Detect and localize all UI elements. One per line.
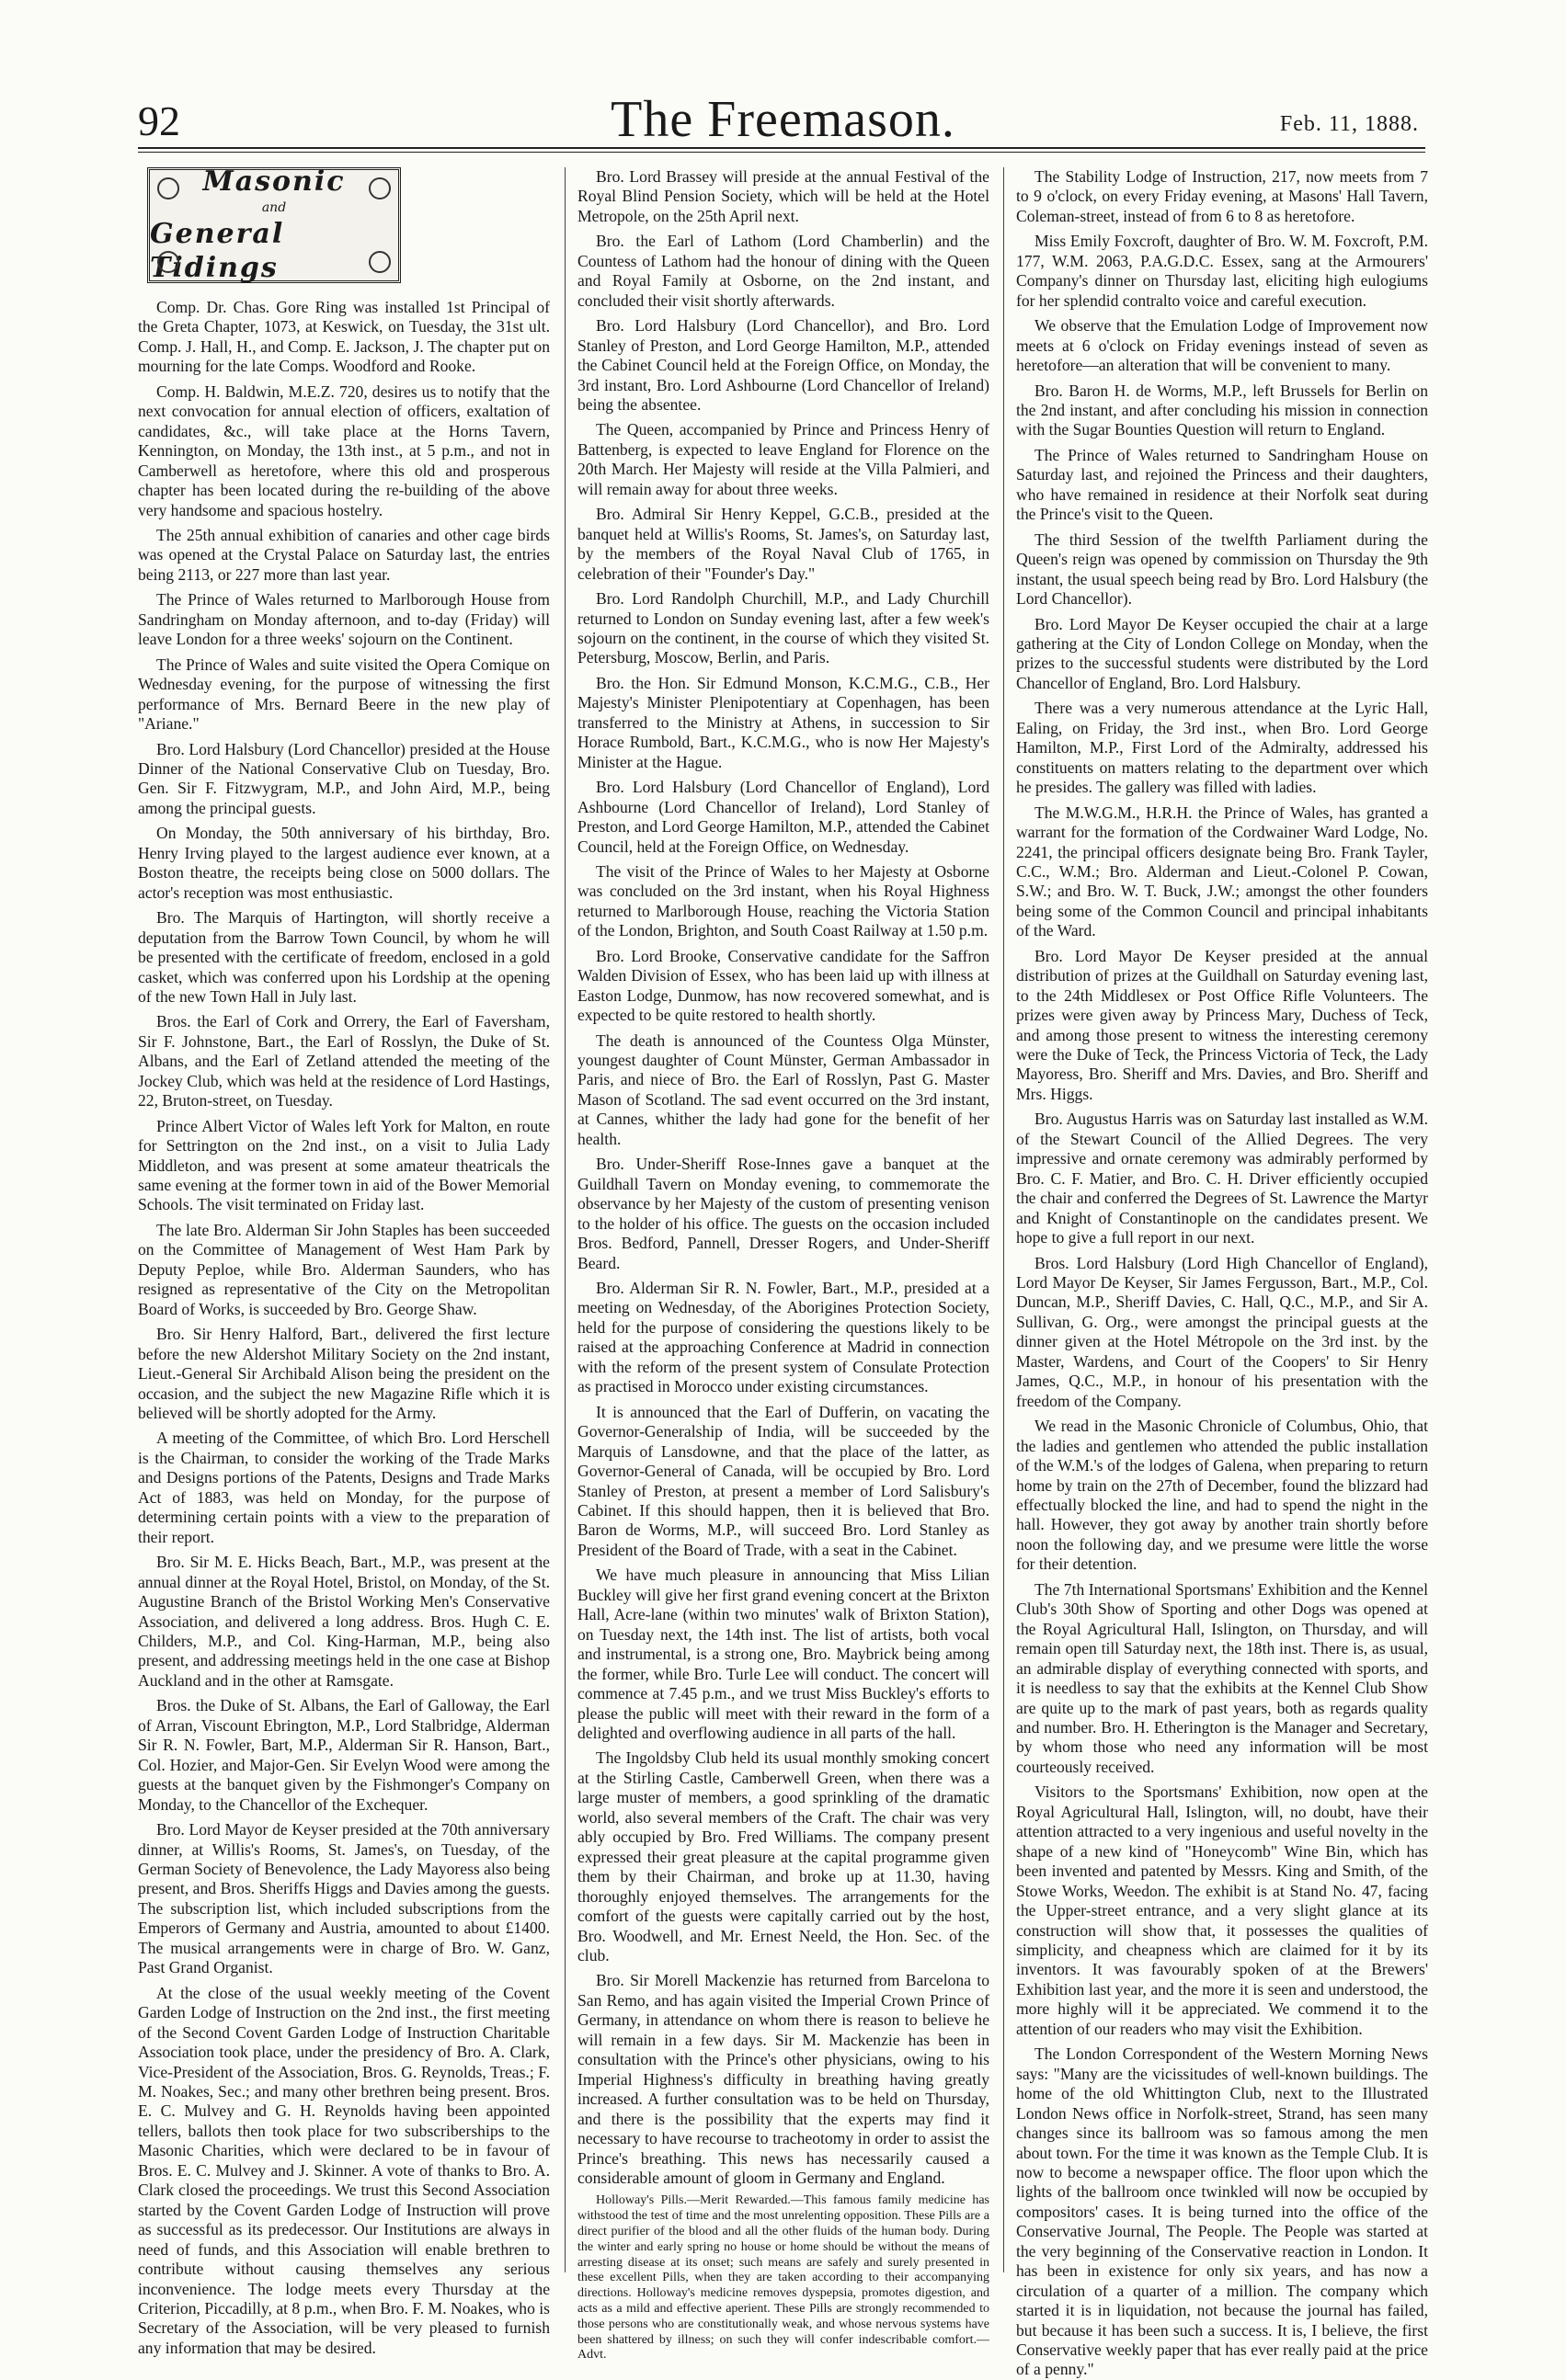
news-paragraph: Bro. Sir Morell Mackenzie has returned from Barcelona to San Remo, and has again visited the Imperial Crown Prince of Germany, in attendance on whom there is reason to believe he will remain in a few days. Sir M. Mackenzie has been in consultation with the Prince's other physicians, owing to his Imperial Highness's difficulty in breathing having greatly increased. A further consultation was to be held on Thursday, and there is the possibility that the experts may find it necessary to have recourse to tracheotomy in order to assist the Prince's breathing. This news has necessarily caused a considerable amount of gloom in Germany and England. [577,1971,989,2187]
column-divider [565,167,566,2272]
news-paragraph: Bros. the Duke of St. Albans, the Earl of Galloway, the Earl of Arran, Viscount Ebrington, M.P., Lord Stalbridge, Alderman Sir R. N. Fowler, Bart, M.P., Alderman Sir R. Hanson, Bart., Col. Hozier, and Major-Gen. Sir Evelyn Wood were among the guests at the banquet given by the Fishmonger's Company on Monday, to the Chancellor of the Exchequer. [138,1696,550,1814]
ornament-icon [369,251,391,273]
news-paragraph: Bro. Under-Sheriff Rose-Innes gave a banquet at the Guildhall Tavern on Monday evening, to commemorate the observance by her Majesty of the custom of presenting venison to the holder of his office. The guests on the occasion included Bros. Bedford, Pannell, Dresser Rogers, and Under-Sheriff Beard. [577,1155,989,1272]
masthead-title: The Freemason. [611,91,955,148]
news-paragraph: On Monday, the 50th anniversary of his birthday, Bro. Henry Irving played to the largest audience ever known, at a Boston theatre, the receipts being close on 5000 dollars. The actor's reception was most enthusiastic. [138,824,550,902]
news-paragraph: Bro. the Hon. Sir Edmund Monson, K.C.M.G., C.B., Her Majesty's Minister Plenipotentiary at Copenhagen, has been transferred to the Ministry at Athens, in succession to Sir Horace Rumbold, Bart., K.C.M.G., who is now Her Majesty's Minister at the Hague. [577,673,989,771]
news-paragraph: Bro. Baron H. de Worms, M.P., left Brussels for Berlin on the 2nd instant, and after concluding his mission in connection with the Sugar Bounties Question will return to England. [1016,381,1428,439]
news-paragraph: Bros. the Earl of Cork and Orrery, the Earl of Faversham, Sir F. Johnstone, Bart., the Earl of Rosslyn, the Duke of St. Albans, and the Earl of Zetland attended the meeting of the Jockey Club, which was held at the residence of Lord Hastings, 22, Bruton-street, on Tuesday. [138,1012,550,1110]
news-paragraph: Bro. Sir M. E. Hicks Beach, Bart., M.P., was present at the annual dinner at the Royal Hotel, Bristol, on Monday, of the St. Augustine Branch of the Bristol Working Men's Conservative Association, and delivered a long address. Bros. Hugh C. E. Childers, M.P., and Col. King-Harman, M.P., being also present, and addressing meetings held in the one case at Bishop Auckland and in the other at Ramsgate. [138,1553,550,1690]
news-paragraph: At the close of the usual weekly meeting of the Covent Garden Lodge of Instruction on the 2nd inst., the first meeting of the Second Covent Garden Lodge of Instruction Charitable Association took place, under the presidency of Bro. A. Clark, Vice-President of the Association, Bros. G. Reynolds, Treas.; F. M. Noakes, Sec.; and many other brethren being present. Bros. E. C. Mulvey and G. H. Reynolds having been appointed tellers, ballots then took place for two subscriberships to the Masonic Charities, which were declared to be in favour of Bros. E. C. Mulvey and J. Skinner. A vote of thanks to Bro. A. Clark closed the proceedings. We trust this Second Association started by the Covent Garden Lodge of Instruction will prove as successful as its predecessor. Our Institutions are always in need of funds, and this Association will enable brethren to contribute without causing themselves any serious inconvenience. The lodge meets every Thursday at the Criterion, Piccadilly, at 8 p.m., when Bro. F. M. Noakes, who is Secretary of the Association, will be very pleased to furnish any information that may be desired. [138,1983,550,2357]
news-paragraph: The death is announced of the Countess Olga Münster, youngest daughter of Count Münster, German Ambassador in Paris, and niece of Bro. the Earl of Rosslyn, Past G. Master Mason of Scotland. The sad event occurred on the 3rd instant, at Cannes, whither the lady had gone for the benefit of her health. [577,1031,989,1148]
news-paragraph: Visitors to the Sportsmans' Exhibition, now open at the Royal Agricultural Hall, Islington, will, no doubt, have their attention attracted to a very ingenious and useful novelty in the shape of a new kind of "Honeycomb" Wine Bin, which has been invented and patented by Messrs. King and Smith, of the Stowe Works, Weedon. The exhibit is at Stand No. 47, facing the Upper-street entrance, and a very slight glance at its construction will show that, it possesses the qualities of simplicity, and cheapness which are claimed for it by its inventors. It was favourably spoken of at the Brewers' Exhibition last year, and the more it is seen and understood, the more highly will it be appreciated. We commend it to the attention of our readers who may visit the Exhibition. [1016,1782,1428,2038]
ornament-icon [369,177,391,199]
column-1 [138,165,551,2357]
news-paragraph: Bro. Alderman Sir R. N. Fowler, Bart., M.P., presided at a meeting on Wednesday, of the Aborigines Protection Society, held for the purpose of considering the questions likely to be raised at the approaching Conference at Madrid in connection with the reform of the present system of Consulate Protection as practised in Morocco under existing circumstances. [577,1279,989,1396]
issue-date: Feb. 11, 1888. [1279,112,1419,136]
column-3-articles [1016,167,1428,2380]
news-paragraph: Miss Emily Foxcroft, daughter of Bro. W. M. Foxcroft, P.M. 177, W.M. 2063, P.A.G.D.C. Essex, sang at the Armourers' Company's dinner on Thursday last, eliciting high eulogiums for her splendid contralto voice and careful execution. [1016,232,1428,310]
news-paragraph: Bro. Admiral Sir Henry Keppel, G.C.B., presided at the banquet held at Willis's Rooms, St. James's, on Saturday last, by the members of the Royal Naval Club of 1765, in celebration of their "Founder's Day." [577,505,989,583]
news-paragraph: Bro. Sir Henry Halford, Bart., delivered the first lecture before the new Aldershot Military Society on the 2nd instant, Lieut.-General Sir Archibald Alison being the president on the occasion, and the subject the new Magazine Rifle which it is believed will be shortly adopted for the Army. [138,1325,550,1423]
news-paragraph: The London Correspondent of the Western Morning News says: "Many are the vicissitudes of well-known buildings. The home of the old Whittington Club, next to the Illustrated London News office in Norfolk-street, Strand, has seen many changes since its ballroom was so famous among the men about town. For the time it was known as the Temple Club. It is now to become a newspaper office. The floor upon which the lights of the ballroom once twinkled will now be occupied by compositors' cases. It is being turned into the office of the Conservative Journal, The People. The People was started at the very beginning of the Conservative reaction in London. It has been in existence for only six years, and has now a circulation of a quarter of a million. The company which started it is in liquidation, not because the journal has failed, but because it has been such a success. It is, I believe, the first Conservative weekly paper that has ever really paid at the price of a penny." [1016,2044,1428,2379]
header-rule-thin [138,152,1425,153]
news-paragraph: The 7th International Sportsmans' Exhibition and the Kennel Club's 30th Show of Sporting and other Dogs was opened at the Royal Agricultural Hall, Islington, on Thursday, and will remain open till Saturday next, the 18th inst. There is, as usual, an admirable display of everything connected with sports, and it is needless to say that the exhibits at the Kennel Club Show are quite up to the mark of past years, both as regards quality and number. Bro. H. Etherington is the Manager and Secretary, by whom those who need any information will be most courteously received. [1016,1579,1428,1776]
news-paragraph: The third Session of the twelfth Parliament during the Queen's reign was opened by commission on Thursday the 9th instant, the usual speech being read by Bro. Lord Halsbury (the Lord Chancellor). [1016,530,1428,609]
news-paragraph: Prince Albert Victor of Wales left York for Malton, en route for Settrington on the 2nd inst., on a visit to Julia Lady Middleton, and was present at some amateur theatricals the same evening at the former town in aid of the Bower Memorial Schools. The visit terminated on Friday last. [138,1116,550,1214]
news-paragraph: A meeting of the Committee, of which Bro. Lord Herschell is the Chairman, to consider the working of the Trade Marks and Designs portions of the Patents, Designs and Trade Marks Act of 1883, was held on Monday, for the purpose of determining certain points with a view to the preparation of their report. [138,1429,550,1546]
page-number: 92 [138,97,180,144]
section-heading-ornament [147,167,401,283]
news-paragraph: We have much pleasure in announcing that Miss Lilian Buckley will give her first grand evening concert at the Brixton Hall, Acre-lane (within two minutes' walk of Brixton Station), on Tuesday next, the 14th inst. The list of artists, both vocal and instrumental, is a strong one, Bro. Maybrick being among the former, while Bro. Turle Lee will conduct. The concert will commence at 7.45 p.m., and we trust Miss Buckley's efforts to please the public will meet with their reward in the form of a delighted and overflowing audience in all parts of the hall. [577,1566,989,1742]
ornament-icon [157,251,179,273]
header-rule [138,147,1425,149]
news-paragraph: The Stability Lodge of Instruction, 217, now meets from 7 to 9 o'clock, on every Friday evening, at Masons' Hall Tavern, Coleman-street, instead of from 6 to 8 as heretofore. [1016,167,1428,225]
news-paragraph: Bro. Lord Halsbury (Lord Chancellor of England), Lord Ashbourne (Lord Chancellor of Ireland), Lord Stanley of Preston, and Lord George Hamilton, M.P., attended the Cabinet Council, held at the Foreign Office, on Wednesday. [577,778,989,856]
column-divider [1003,167,1004,2272]
news-paragraph: Bro. Lord Brassey will preside at the annual Festival of the Royal Blind Pension Society, which will be held at the Hotel Metropole, on the 25th April next. [577,167,989,225]
news-paragraph: The Queen, accompanied by Prince and Princess Henry of Battenberg, is expected to leave England for Florence on the 20th March. Her Majesty will reside at the Villa Palmieri, and will remain away for about three weeks. [577,420,989,498]
news-paragraph: Bro. Lord Halsbury (Lord Chancellor), and Bro. Lord Stanley of Preston, and Lord George Hamilton, M.P., attended the Cabinet Council held at the Foreign Office, on Monday, the 3rd instant, Bro. Lord Ashbourne (Lord Chancellor of Ireland) being the absentee. [577,316,989,414]
news-paragraph: Comp. H. Baldwin, M.E.Z. 720, desires us to notify that the next convocation for annual election of officers, exaltation of candidates, &c., will take place at the Horns Tavern, Kennington, on Monday, the 13th inst., at 5 p.m., and not in Camberwell as heretofore, where this old and prosperous chapter has been located during the re-building of the above very handsome and spacious hostelry. [138,381,550,519]
column-3 [1016,167,1428,2379]
heading-line-masonic: Masonic [202,165,346,198]
news-paragraph: Bro. Lord Brooke, Conservative candidate for the Saffron Walden Division of Essex, who has been laid up with illness at Easton Lodge, Dunmow, has now recovered somewhat, and is expected to be quite restored to health shortly. [577,946,989,1025]
news-paragraph: Bro. Lord Mayor de Keyser presided at the 70th anniversary dinner, at Willis's Rooms, St. James's, on Tuesday, of the German Society of Benevolence, the Lady Mayoress also being present, and Bros. Sheriffs Higgs and Davies among the guests. The subscription list, which included subscriptions from the Emperors of Germany and Austria, amounted to about £1400. The musical arrangements were in charge of Bro. W. Ganz, Past Grand Organist. [138,1820,551,1977]
news-paragraph: Bro. Lord Randolph Churchill, M.P., and Lady Churchill returned to London on Sunday evening last, after a few week's sojourn on the continent, in the course of which they visited St. Petersburg, Moscow, Berlin, and Paris. [577,589,989,667]
news-paragraph: Bro. The Marquis of Hartington, will shortly receive a deputation from the Barrow Town Council, by whom he will be presented with the certificate of freedom, enclosed in a gold casket, which was conferred upon his Lordship at the opening of the new Town Hall in July last. [138,908,550,1006]
news-paragraph: Bro. Augustus Harris was on Saturday last installed as W.M. of the Stewart Council of the Allied Degrees. The very impressive and ornate ceremony was admirably performed by Bro. C. F. Matier, and Bro. C. H. Driver efficiently occupied the chair and conferred the Degrees of St. Lawrence the Martyr and Knight of Constantinople on the candidates present. We hope to give a full report in our next. [1016,1110,1428,1247]
news-paragraph: Bro. Lord Mayor De Keyser presided at the annual distribution of prizes at the Guildhall on Saturday evening last, to the 24th Middlesex or Post Office Rifle Volunteers. The prizes were given away by Princess Mary, Duchess of Teck, and among those present to witness the interesting ceremony were the Duke of Teck, the Princess Victoria of Teck, the Lady Mayoress, Bro. Sheriff and Mrs. Davies, and Bro. Sheriff and Mrs. Higgs. [1016,946,1428,1103]
news-paragraph: The late Bro. Alderman Sir John Staples has been succeeded on the Committee of Management of West Ham Park by Deputy Peploe, while Bro. Alderman Saunders, who has resigned as representative of the City on the Metropolitan Board of Works, is succeeded by Bro. George Shaw. [138,1220,550,1318]
ornament-icon [157,177,179,199]
news-paragraph: Bro. the Earl of Lathom (Lord Chamberlin) and the Countess of Lathom had the honour of dining with the Queen and Royal Family at Osborne, on the 2nd instant, and concluded their visit shortly afterwards. [577,232,989,310]
news-paragraph: The 25th annual exhibition of canaries and other cage birds was opened at the Crystal Palace on Saturday last, the entries being 2113, or 227 more than last year. [138,525,550,584]
heading-line-and: and [261,200,287,216]
news-paragraph: We read in the Masonic Chronicle of Columbus, Ohio, that the ladies and gentlemen who attended the public installation of the W.M.'s of the lodges of Galena, when preparing to return home by train on the 27th of December, found the blizzard had effectually blocked the line, and had to spend the night in the hall. However, they got away by another train shortly before noon the following day, and we presume were little the worse for their detention. [1016,1417,1428,1574]
column-1-articles [138,298,550,2358]
advertisement-holloways: Holloway's Pills.—Merit Rewarded.—This famous family medicine has withstood the test of time and the most unrelenting opposition. These Pills are a direct purifier of the blood and all the other fluids of the human body. During the winter and early spring no house or home should be without the means of arresting disease at its onset; such means are safely and surely presented in these excellent Pills, when they are taken according to their accompanying directions. Holloway's medicine removes dyspepsia, promotes digestion, and acts as a mild and effective aperient. These Pills are strongly recommended to those persons who are constitutionally weak, and whose nervous systems have been shattered by illness; on such they will confer indescribable comfort.—Advt. [577,2193,989,2363]
news-paragraph: Bros. Lord Halsbury (Lord High Chancellor of England), Lord Mayor De Keyser, Sir James Fergusson, Bart., M.P., Col. Duncan, M.P., Sheriff Davies, C. Hall, Q.C., M.P., and Sir A. Sullivan, G. Org., were amongst the principal guests at the dinner given at the Hotel Métropole on the 3rd inst. by the Master, Wardens, and Court of the Coopers' to Sir Henry James, Q.C., M.P., in honour of his presentation with the freedom of the Company. [1016,1253,1428,1410]
news-paragraph: We observe that the Emulation Lodge of Improvement now meets at 6 o'clock on Friday evenings instead of seven as heretofore—an alteration that will be convenient to many. [1016,316,1428,375]
news-paragraph: The Prince of Wales and suite visited the Opera Comique on Wednesday evening, for the purpose of witnessing the first performance of Mrs. Bernard Beere in the new play of "Ariane." [138,655,550,734]
heading-line-general-tidings: General Tidings [150,218,285,284]
news-paragraph: The M.W.G.M., H.R.H. the Prince of Wales, has granted a warrant for the formation of the Cordwainer Ward Lodge, No. 2241, the principal officers designate being Bro. Frank Tayler, C.C., W.M.; Bro. Alderman and Lieut.-Colonel P. Cowan, S.W.; and Bro. W. T. Buck, J.W.; amongst the other founders being some of the Common Council and principal inhabitants of the Ward. [1016,803,1428,940]
news-paragraph: The Prince of Wales returned to Sandringham House on Saturday last, and rejoined the Princess and their daughters, who have remained in residence at their Norfolk seat during the Prince's visit to the Queen. [1016,445,1428,524]
column-2-articles [577,167,989,2188]
news-paragraph: The Prince of Wales returned to Marlborough House from Sandringham on Monday afternoon, and to-day (Friday) will leave London for a three weeks' sojourn on the Continent. [138,590,550,649]
column-2 [577,167,989,2363]
news-paragraph: Bro. Lord Halsbury (Lord Chancellor) presided at the House Dinner of the National Conservative Club on Tuesday, Bro. Gen. Sir F. Fitzwygram, M.P., and John Aird, M.P., being among the principal guests. [138,739,550,817]
news-paragraph: Comp. Dr. Chas. Gore Ring was installed 1st Principal of the Greta Chapter, 1073, at Keswick, on Tuesday, the 31st ult. Comp. J. Hall, H., and Comp. E. Jackson, J. The chapter put on mourning for the late Comps. Woodford and Rooke. [138,298,550,376]
news-paragraph: Bro. Lord Mayor De Keyser occupied the chair at a large gathering at the City of London College on Monday, when the prizes to the successful students were distributed by the Lord Chancellor of England, Bro. Lord Halsbury. [1016,614,1428,692]
news-paragraph: There was a very numerous attendance at the Lyric Hall, Ealing, on Friday, the 3rd inst., when Bro. Lord George Hamilton, M.P., First Lord of the Admiralty, addressed his constituents on matters relating to the department over which he presides. The gallery was filled with ladies. [1016,699,1428,797]
news-paragraph: It is announced that the Earl of Dufferin, on vacating the Governor-Generalship of India, will be succeeded by the Marquis of Lansdowne, and that the place of the latter, as Governor-General of Canada, will be occupied by Bro. Lord Stanley of Preston, at present a member of Lord Salisbury's Cabinet. If this should happen, then it is believed that Bro. Baron de Worms, M.P., will succeed Bro. Lord Stanley as President of the Board of Trade, with a seat in the Cabinet. [577,1402,989,1559]
news-paragraph: The visit of the Prince of Wales to her Majesty at Osborne was concluded on the 3rd instant, when his Royal Highness returned to Marlborough House, reaching the Victoria Station of the London, Brighton, and South Coast Railway at 1.50 p.m. [577,861,989,940]
news-paragraph: The Ingoldsby Club held its usual monthly smoking concert at the Stirling Castle, Camberwell Green, when there was a large muster of members, a good sprinkling of the dramatic world, also several members of the Craft. The chair was very ably occupied by Bro. Fred Williams. The company present expressed their great pleasure at the capital programme given them by their Chairman, and broke up at 11.30, having thoroughly enjoyed themselves. The arrangements for the comfort of the guests were capitally carried out by the host, Bro. Woodwell, and Mr. Ernest Neeld, the Hon. Sec. of the club. [577,1748,989,1964]
